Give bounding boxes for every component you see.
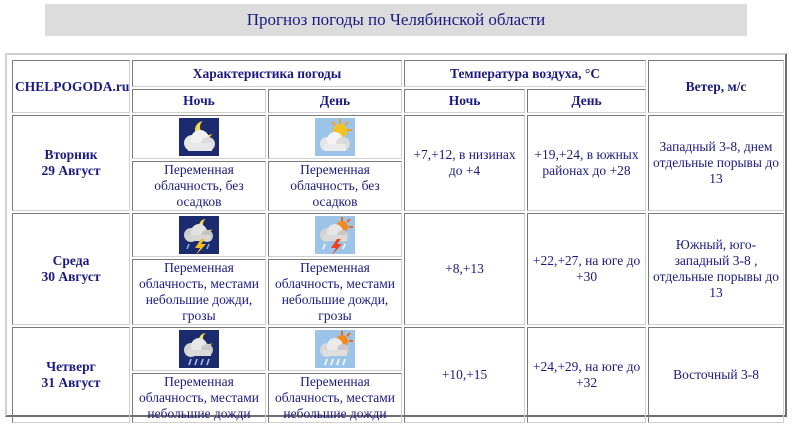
temp-day-value: +24,+29, на юге до +32 bbox=[527, 327, 646, 423]
date: 31 Август bbox=[41, 375, 101, 390]
wind-value: Восточный 3-8 bbox=[648, 327, 784, 423]
forecast-frame bbox=[5, 53, 787, 421]
weather-night-header: Ночь bbox=[132, 89, 266, 113]
night-icon-cell bbox=[132, 213, 266, 257]
weekday: Четверг bbox=[46, 359, 96, 374]
partly-cloudy-moon-icon bbox=[178, 117, 220, 157]
partly-cloudy-sun-icon bbox=[314, 117, 356, 157]
weather-day-header: День bbox=[268, 89, 402, 113]
thunderstorm-sun-icon bbox=[314, 215, 356, 255]
date: 30 Август bbox=[41, 269, 101, 284]
temp-night-value: +7,+12, в низинах до +4 bbox=[404, 115, 525, 211]
day-description: Переменная облачность, местами небольшие дожди bbox=[268, 373, 402, 423]
day-icon-cell bbox=[268, 213, 402, 257]
day-description: Переменная облачность, местами небольшие дожди, грозы bbox=[268, 259, 402, 325]
day-label bbox=[12, 115, 130, 211]
thunderstorm-moon-icon bbox=[178, 215, 220, 255]
weekday: Среда bbox=[52, 253, 90, 268]
night-description: Переменная облачность, без осадков bbox=[132, 161, 266, 211]
rain-moon-icon bbox=[178, 329, 220, 369]
forecast-table bbox=[10, 58, 786, 425]
temp-day-header: День bbox=[527, 89, 646, 113]
weekday: Вторник bbox=[44, 147, 98, 162]
night-icon-cell bbox=[132, 115, 266, 159]
temp-night-value: +10,+15 bbox=[404, 327, 525, 423]
weather-char-header: Характеристика погоды bbox=[132, 60, 402, 87]
night-description: Переменная облачность, местами небольшие дожди bbox=[132, 373, 266, 423]
temp-night-value: +8,+13 bbox=[404, 213, 525, 325]
day-icon-cell bbox=[268, 115, 402, 159]
wind-header: Ветер, м/с bbox=[648, 60, 784, 113]
wind-value: Западный 3-8, днем отдельные порывы до 13 bbox=[648, 115, 784, 211]
temp-day-value: +22,+27, на юге до +30 bbox=[527, 213, 646, 325]
day-description: Переменная облачность, без осадков bbox=[268, 161, 402, 211]
day-icon-cell bbox=[268, 327, 402, 371]
night-icon-cell bbox=[132, 327, 266, 371]
day-label bbox=[12, 327, 130, 423]
page-title: Прогноз погоды по Челябинской области bbox=[45, 4, 747, 36]
temp-night-header: Ночь bbox=[404, 89, 525, 113]
site-name-header: CHELPOGODA.ru bbox=[12, 60, 130, 113]
temp-day-value: +19,+24, в южных районах до +28 bbox=[527, 115, 646, 211]
date: 29 Август bbox=[41, 163, 101, 178]
day-label bbox=[12, 213, 130, 325]
wind-value: Южный, юго-западный 3-8 , отдельные порывы до 13 bbox=[648, 213, 784, 325]
night-description: Переменная облачность, местами небольшие дожди, грозы bbox=[132, 259, 266, 325]
temperature-header: Температура воздуха, °С bbox=[404, 60, 646, 87]
rain-sun-icon bbox=[314, 329, 356, 369]
